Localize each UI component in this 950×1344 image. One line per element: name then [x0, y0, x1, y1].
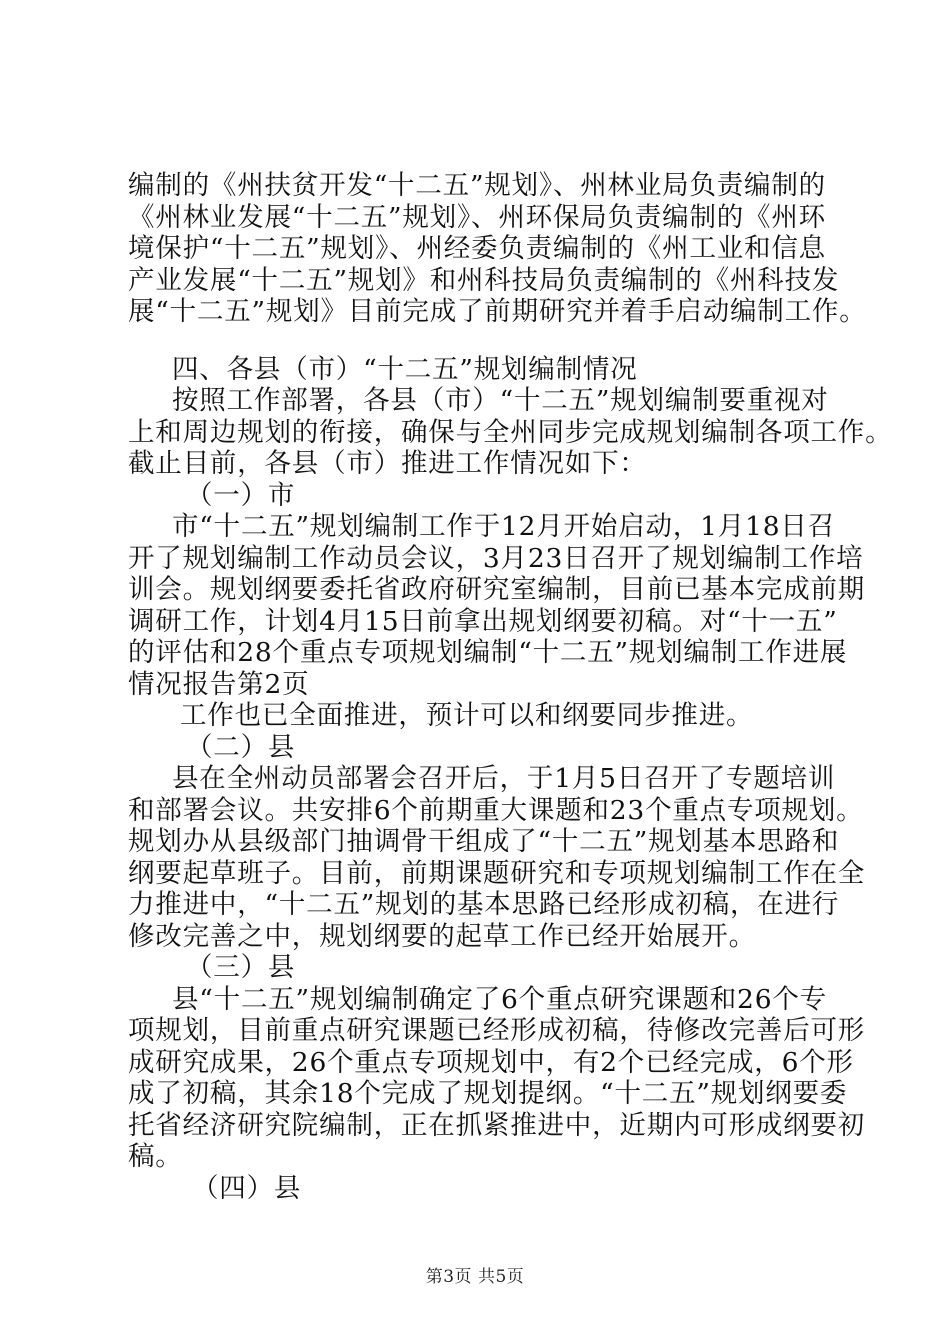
text-line: 编制的《州扶贫开发“十二五”规划》、州林业局负责编制的	[128, 170, 826, 201]
text-line: 的评估和28个重点专项规划编制“十二五”规划编制工作进展	[128, 637, 848, 668]
text-line: 工作也已全面推进，预计可以和纲要同步推进。	[180, 700, 754, 731]
paragraph-gap	[128, 328, 848, 354]
document-body	[128, 170, 893, 1204]
text-line: 修改完善之中，规划纲要的起草工作已经开始展开。	[128, 920, 756, 952]
text-line: 训会。规划纲要委托省政府研究室编制，目前已基本完成前期	[128, 574, 866, 605]
text-line: 境保护“十二五”规划》、州经委负责编制的《州工业和信息	[128, 233, 826, 264]
text-line: 纲要起草班子。目前，前期课题研究和专项规划编制工作在全	[128, 857, 866, 889]
text-line: 和部署会议。共安排6个前期重大课题和23个重点专项规划。	[128, 794, 864, 826]
subsection-heading: （一）市	[186, 479, 296, 511]
text-line: 按照工作部署，各县（市）“十二五”规划编制要重视对	[172, 385, 829, 416]
subsection-heading: （三）县	[186, 952, 296, 983]
subsection-heading: （四）县	[192, 1172, 302, 1204]
text-line: 开了规划编制工作动员会议，3月23日召开了规划编制工作培	[128, 542, 864, 574]
section-heading: 四、各县（市）“十二五”规划编制情况	[172, 353, 638, 385]
text-line: 成了初稿，其余18个完成了规划提纲。“十二五”规划纲要委	[128, 1078, 848, 1109]
text-line: 成研究成果，26个重点专项规划中，有2个已经完成，6个形	[128, 1046, 854, 1078]
page-number-footer: 第3页 共5页	[425, 1267, 525, 1287]
text-line: 《州林业发展“十二五”规划》、州环保局负责编制的《州环	[128, 201, 826, 233]
text-line: 力推进中，“十二五”规划的基本思路已经形成初稿，在进行	[128, 889, 840, 920]
text-line: 展“十二五”规划》目前完成了前期研究并着手启动编制工作。	[128, 296, 867, 327]
text-line: 上和周边规划的衔接，确保与全州同步完成规划编制各项工作。	[128, 416, 893, 448]
text-line: 情况报告第2页	[128, 668, 310, 700]
text-line: 截止目前，各县（市）推进工作情况如下：	[128, 448, 647, 479]
text-line: 稿。	[128, 1141, 183, 1172]
text-line: 产业发展“十二五”规划》和州科技局负责编制的《州科技发	[128, 264, 840, 296]
text-line: 县在全州动员部署会召开后，于1月5日召开了专题培训	[172, 763, 836, 794]
text-line: 调研工作，计划4月15日前拿出规划纲要初稿。对“十一五”	[128, 605, 838, 637]
text-line: 市“十二五”规划编制工作于12月开始启动，1月18日召	[172, 511, 835, 542]
text-line: 规划办从县级部门抽调骨干组成了“十二五”规划基本思路和	[128, 826, 840, 857]
text-line: 项规划，目前重点研究课题已经形成初稿，待修改完善后可形	[128, 1015, 866, 1046]
text-line: 托省经济研究院编制，正在抓紧推进中，近期内可形成纲要初	[128, 1109, 866, 1141]
text-line: 县“十二五”规划编制确定了6个重点研究课题和26个专	[172, 983, 827, 1015]
subsection-heading: （二）县	[186, 731, 296, 763]
